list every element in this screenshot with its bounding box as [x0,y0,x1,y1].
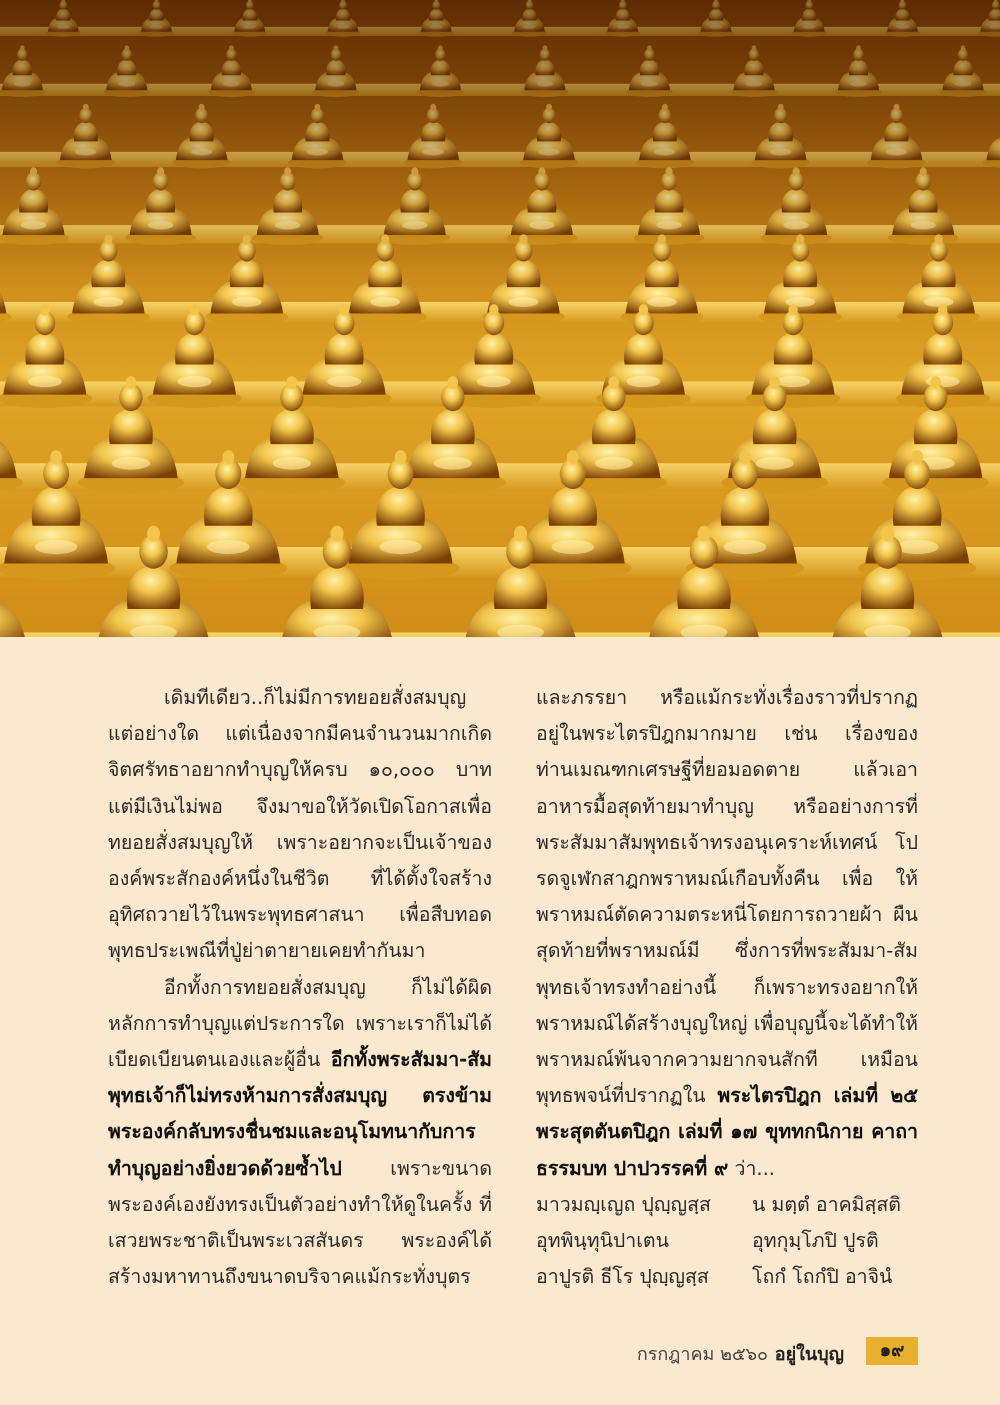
left-p2-bold: อีกทั้งพระสัมมา-สัมพุทธเจ้าก็ไม่ทรงห้ามการสั่งสมบุญ ตรงข้าม พระองค์กลับทรงชื่นชมและอนุโมทนากับการ ทำบุญอย่างยิ่งยวดด้วยซ้ำไป [108,1048,492,1180]
verse-line-3b: โถกํ โถกํปิ อาจินํ [752,1265,893,1289]
left-column [108,680,492,1295]
verse-line-1a: มาวมญฺเญถ ปุญฺญสฺส [536,1192,711,1216]
footer-magazine-name: อยู่ในบุญ [774,1344,844,1365]
footer-date: กรกฎาคม ๒๕๖๐ [636,1344,768,1365]
verse-line-2b: อุทกุมฺโภปิ ปูรติ [752,1229,879,1253]
right-p1-end: ว่า... [728,1156,775,1180]
golden-buddha-statues-photo [0,0,1000,637]
verse-line-1b: น มตฺตํ อาคมิสฺสติ [752,1192,901,1216]
right-p1-start: และภรรยา หรือแม้กระทั่งเรื่องราวที่ปรากฏ อยู่ในพระไตรปิฎกมากมาย เช่น เรื่องของ ท่านเมณฑกเศรษฐีที่ยอมอดตาย แล้วเอา อาหารมื้อสุดท้ายมาทำบุญ หรืออย่างการที่ พระสัมมาสัมพุทธเจ้าทรงอนุเคราะห์เทศน์ โปรดจูเฬกสาฎกพราหมณ์เกือบทั้งคืน เพื่อ ให้พราหมณ์ตัดความตระหนี่โดยการถวายผ้า ผืนสุดท้ายที่พราหมณ์มี ซึ่งการที่พระสัมมา-สัมพุทธเจ้าทรงทำอย่างนี้ ก็เพราะทรงอยากให้ พราหมณ์ได้สร้างบุญใหญ่ เพื่อบุญนี้จะได้ทำให้ พราหมณ์พ้นจากความยากจนสักที เหมือน พุทธพจน์ที่ปรากฏใน [536,686,918,1108]
page-footer [600,1337,920,1367]
right-column [536,680,918,1295]
verse-line-2a: อุทพินฺทุนิปาเตน [536,1229,669,1253]
left-paragraph-1: เดิมทีเดียว..ก็ไม่มีการทยอยสั่งสมบุญ แต่อย่างใด แต่เนื่องจากมีคนจำนวนมากเกิด จิตศรัทธาอยากทำบุญให้ครบ ๑๐,๐๐๐ บาท แต่มีเงินไม่พอ จึงมาขอให้วัดเปิดโอกาสเพื่อ ทยอยสั่งสมบุญให้ เพราะอยากจะเป็นเจ้าของ องค์พระสักองค์หนึ่งในชีวิต ที่ได้ตั้งใจสร้าง อุทิศถวายไว้ในพระพุทธศาสนา เพื่อสืบทอด พุทธประเพณีที่ปู่ย่าตายายเคยทำกันมา [108,686,492,963]
page-number-badge: ๑๙ [866,1337,918,1365]
photo-shading [0,0,1000,637]
right-paragraph-1 [536,680,918,1187]
right-p1-bold: พระไตรปิฎก เล่มที่ ๒๕ พระสุตตันตปิฎก เล่มที่ ๑๗ ขุททกนิกาย คาถา ธรรมบท ปาปวรรคที่ ๙ [536,1084,918,1180]
left-p2-start: อีกทั้งการทยอยสั่งสมบุญ ก็ไม่ได้ผิด หลักการทำบุญแต่ประการใด เพราะเราก็ไม่ได้ เบียดเบียนตนเองและผู้อื่น [108,975,492,1072]
left-p2-end: เพราะขนาด พระองค์เองยังทรงเป็นตัวอย่างทำให้ดูในครั้ง ที่เสวยพระชาติเป็นพระเวสสันดร พระองค์ได้ สร้างมหาทานถึงขนาดบริจาคแม้กระทั่งบุตร [108,1156,492,1289]
pali-verse [536,1187,918,1296]
verse-line-3a: อาปูรติ ธีโร ปุญฺญสฺส [536,1265,709,1289]
statues-illustration [0,0,1000,637]
left-paragraph-2 [108,970,492,1296]
